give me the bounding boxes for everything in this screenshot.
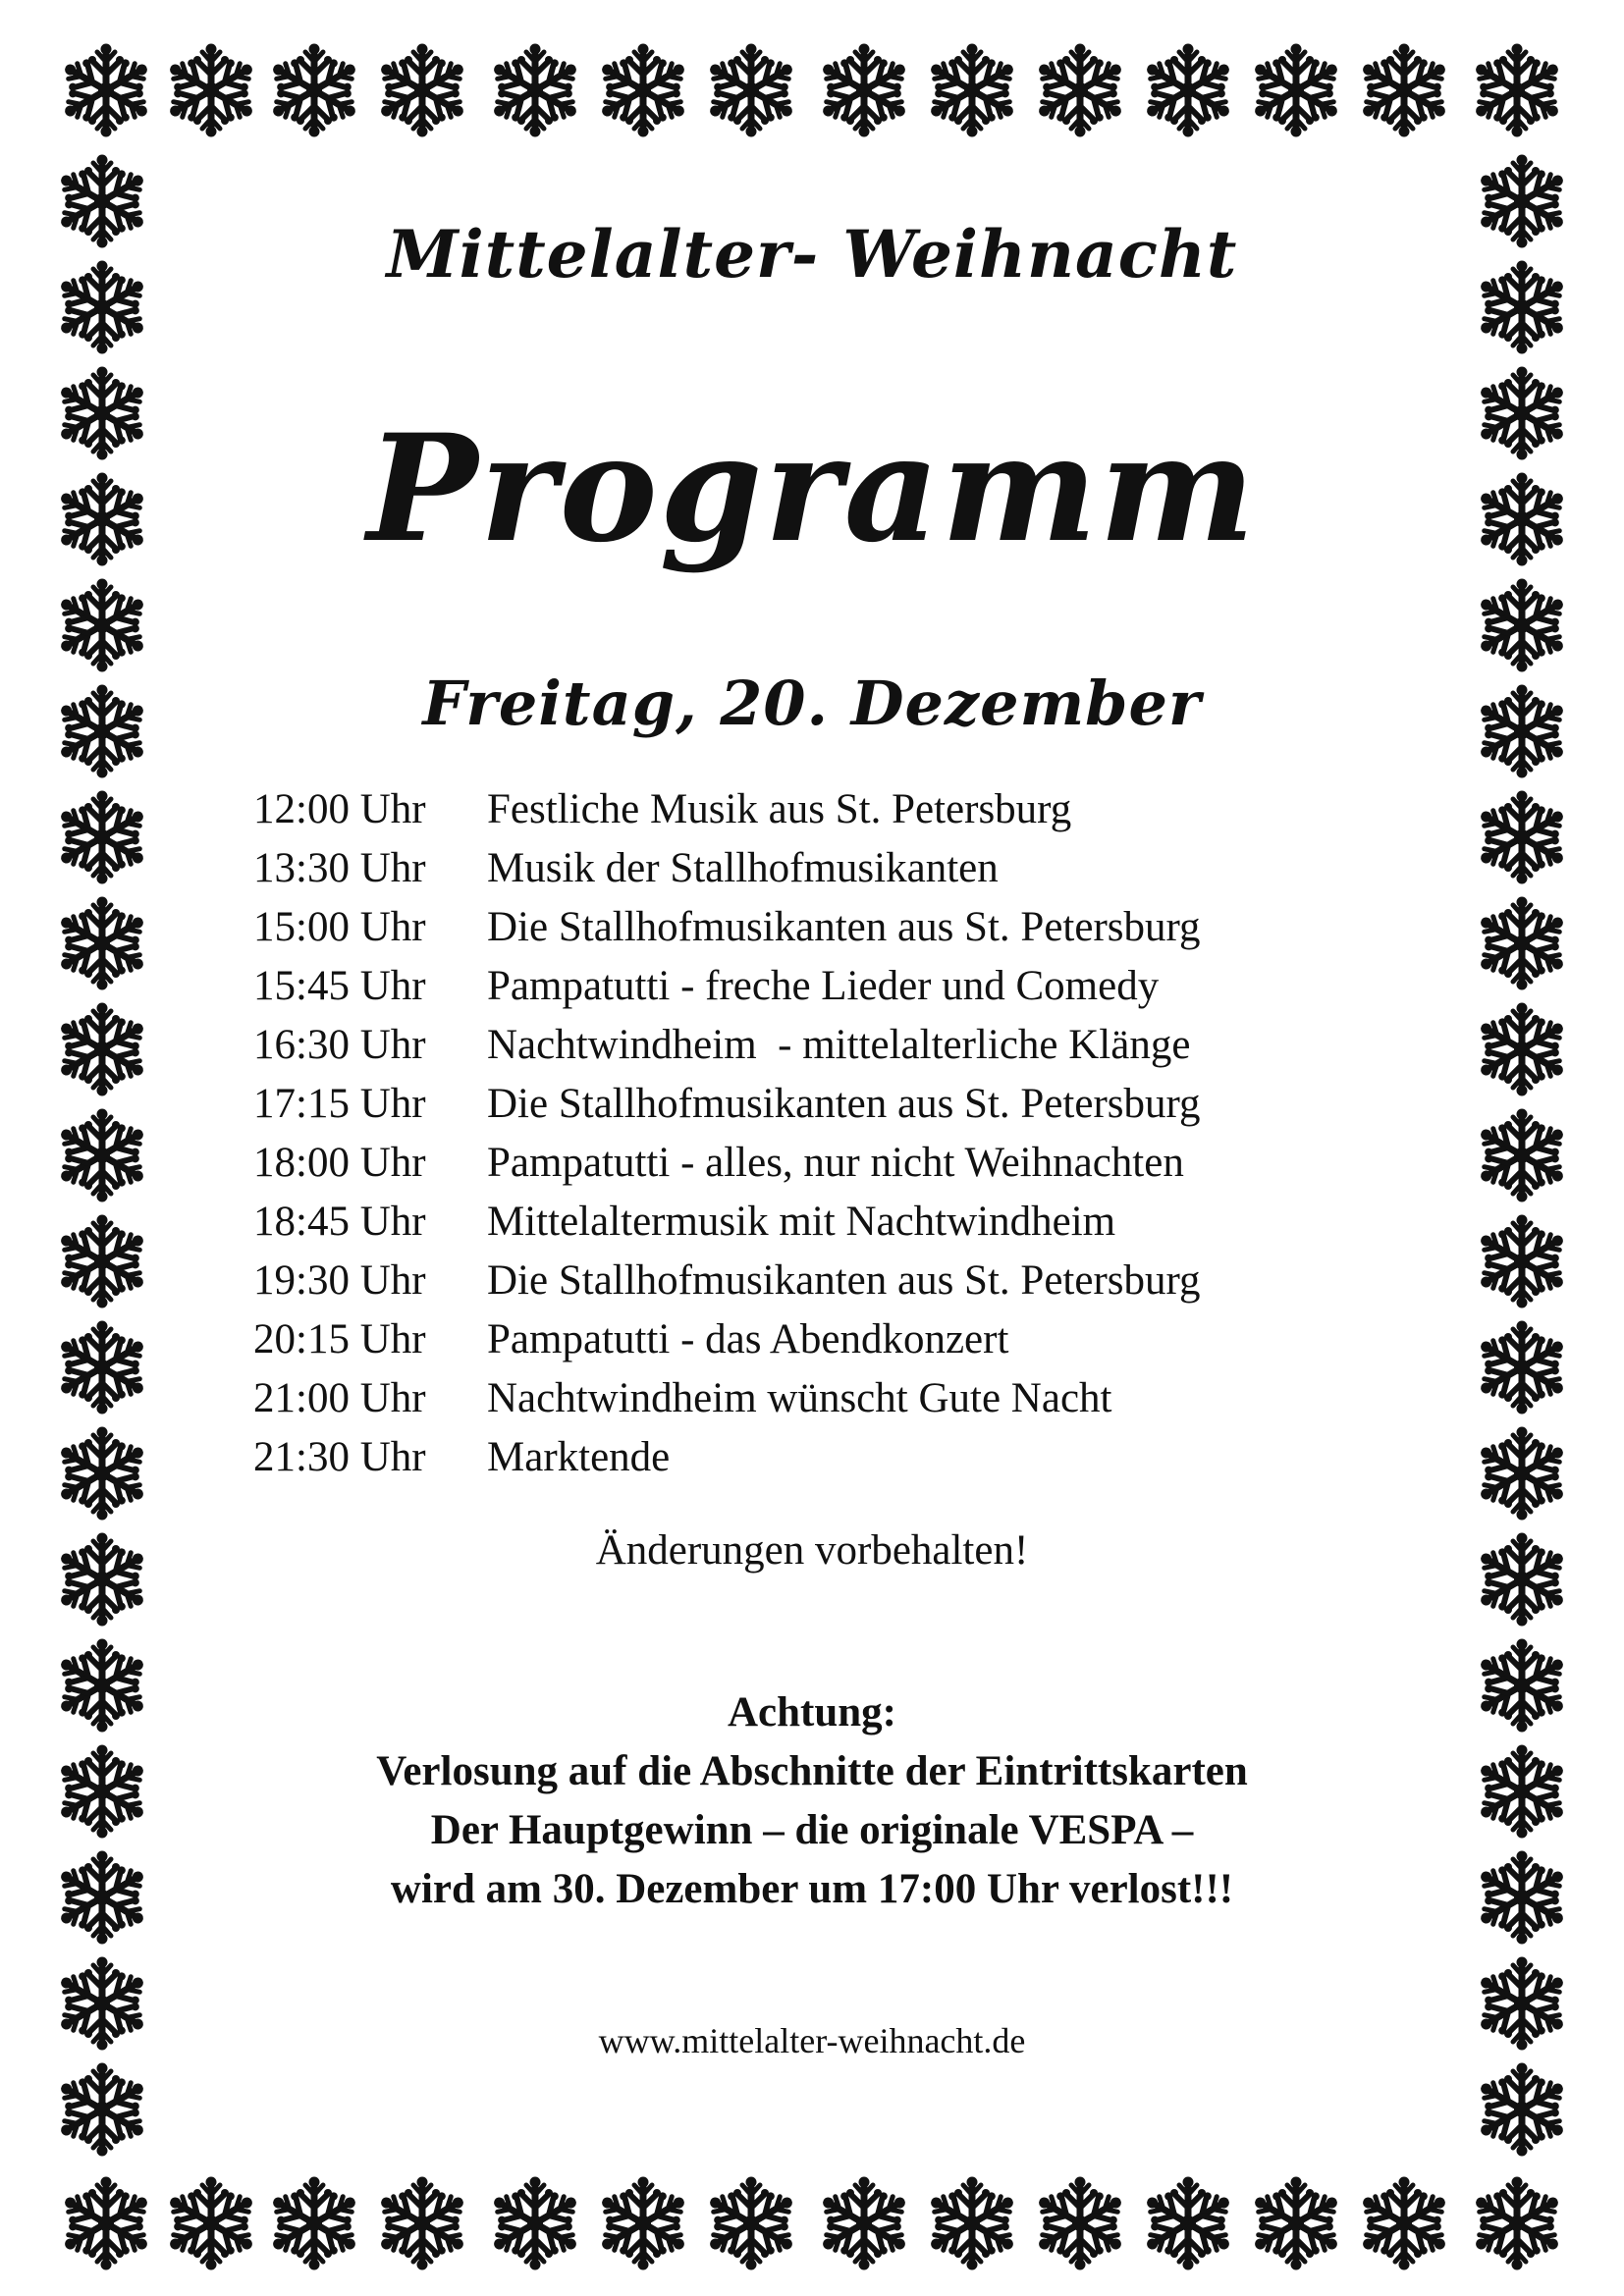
notice-heading: Achtung: [727,1689,897,1735]
snowflake-icon [57,2177,155,2270]
snowflake-icon [702,44,800,137]
schedule-row [253,1075,1373,1134]
snowflake-icon [594,44,692,137]
snowflake-icon [53,1427,151,1521]
schedule-time: 21:30 Uhr [253,1434,426,1480]
snowflake-icon [1139,44,1237,137]
snowflake-icon [265,44,363,137]
snowflake-icon [1468,44,1566,137]
schedule-time: 19:30 Uhr [253,1257,426,1304]
schedule-time: 12:00 Uhr [253,786,426,832]
snowflake-icon [486,2177,584,2270]
changes-disclaimer: Änderungen vorbehalten! [595,1527,1029,1574]
snowflake-icon [1473,2063,1571,2157]
snowflake-icon [1355,2177,1453,2270]
snowflake-icon [53,1215,151,1308]
snowflake-icon [1473,897,1571,990]
snowflake-icon [53,2063,151,2157]
schedule-act: Pampatutti - alles, nur nicht Weihnachten [487,1140,1184,1186]
snowflake-icon [53,791,151,884]
snowflake-icon [1468,2177,1566,2270]
schedule-act: Mittelaltermusik mit Nachtwindheim [487,1199,1116,1245]
schedule-row [253,1252,1373,1310]
schedule-time: 15:00 Uhr [253,904,426,950]
schedule-row [253,839,1373,898]
snowflake-icon [1473,1109,1571,1202]
snowflake-icon [265,2177,363,2270]
snowflake-icon [53,897,151,990]
notice-line: wird am 30. Dezember um 17:00 Uhr verlost!!! [390,1866,1234,1912]
schedule-act: Nachtwindheim - mittelalterliche Klänge [487,1022,1191,1068]
snowflake-icon [1473,1003,1571,1096]
snowflake-icon [373,44,471,137]
schedule-row [253,780,1373,839]
snowflake-icon [815,44,913,137]
snowflake-icon [53,1109,151,1202]
schedule-act: Die Stallhofmusikanten aus St. Petersburg [487,904,1201,950]
schedule-row [253,1016,1373,1075]
page-title: Programm [366,402,1258,575]
raffle-notice [0,1683,1624,1919]
snowflake-icon [53,579,151,672]
schedule-row [253,1310,1373,1369]
snowflake-icon [1247,44,1345,137]
event-date: Freitag, 20. Dezember [422,667,1202,739]
snowflake-icon [1473,1321,1571,1415]
schedule-act: Musik der Stallhofmusikanten [487,845,999,891]
schedule-act: Die Stallhofmusikanten aus St. Petersburg [487,1081,1201,1127]
snowflake-icon [1473,791,1571,884]
schedule-time: 16:30 Uhr [253,1022,426,1068]
event-subtitle: Mittelalter- Weihnacht [386,216,1238,293]
schedule-row [253,1134,1373,1193]
snowflake-icon [373,2177,471,2270]
schedule-time: 13:30 Uhr [253,845,426,891]
notice-line: Der Hauptgewinn – die originale VESPA – [430,1807,1194,1853]
schedule-time: 20:15 Uhr [253,1316,426,1362]
schedule-time: 17:15 Uhr [253,1081,426,1127]
snowflake-icon [57,44,155,137]
schedule-time: 18:00 Uhr [253,1140,426,1186]
website-link[interactable]: www.mittelalter-weihnacht.de [598,2021,1026,2060]
schedule-time: 15:45 Uhr [253,963,426,1009]
schedule-time: 21:00 Uhr [253,1375,426,1421]
schedule-act: Die Stallhofmusikanten aus St. Petersburg [487,1257,1201,1304]
schedule-row [253,1369,1373,1428]
schedule-act: Nachtwindheim wünscht Gute Nacht [487,1375,1112,1421]
snowflake-icon [53,1003,151,1096]
schedule-act: Festliche Musik aus St. Petersburg [487,786,1072,832]
schedule-time: 18:45 Uhr [253,1199,426,1245]
schedule-act: Pampatutti - das Abendkonzert [487,1316,1009,1362]
schedule-row [253,1193,1373,1252]
notice-line: Verlosung auf die Abschnitte der Eintrittskarten [376,1748,1248,1794]
snowflake-icon [702,2177,800,2270]
snowflake-icon [1355,44,1453,137]
schedule-row [253,898,1373,957]
snowflake-icon [53,1321,151,1415]
snowflake-icon [1031,2177,1129,2270]
snowflake-icon [1031,44,1129,137]
snowflake-icon [1247,2177,1345,2270]
snowflake-icon [815,2177,913,2270]
schedule-row [253,1428,1373,1487]
schedule-act: Pampatutti - freche Lieder und Comedy [487,963,1160,1009]
schedule-act: Marktende [487,1434,671,1480]
snowflake-icon [1473,579,1571,672]
snowflake-icon [1139,2177,1237,2270]
snowflake-icon [162,2177,260,2270]
snowflake-icon [1473,1427,1571,1521]
snowflake-icon [486,44,584,137]
schedule-list [253,780,1373,1487]
snowflake-icon [923,2177,1021,2270]
snowflake-icon [1473,1215,1571,1308]
schedule-row [253,957,1373,1016]
snowflake-icon [923,44,1021,137]
snowflake-icon [162,44,260,137]
snowflake-icon [594,2177,692,2270]
